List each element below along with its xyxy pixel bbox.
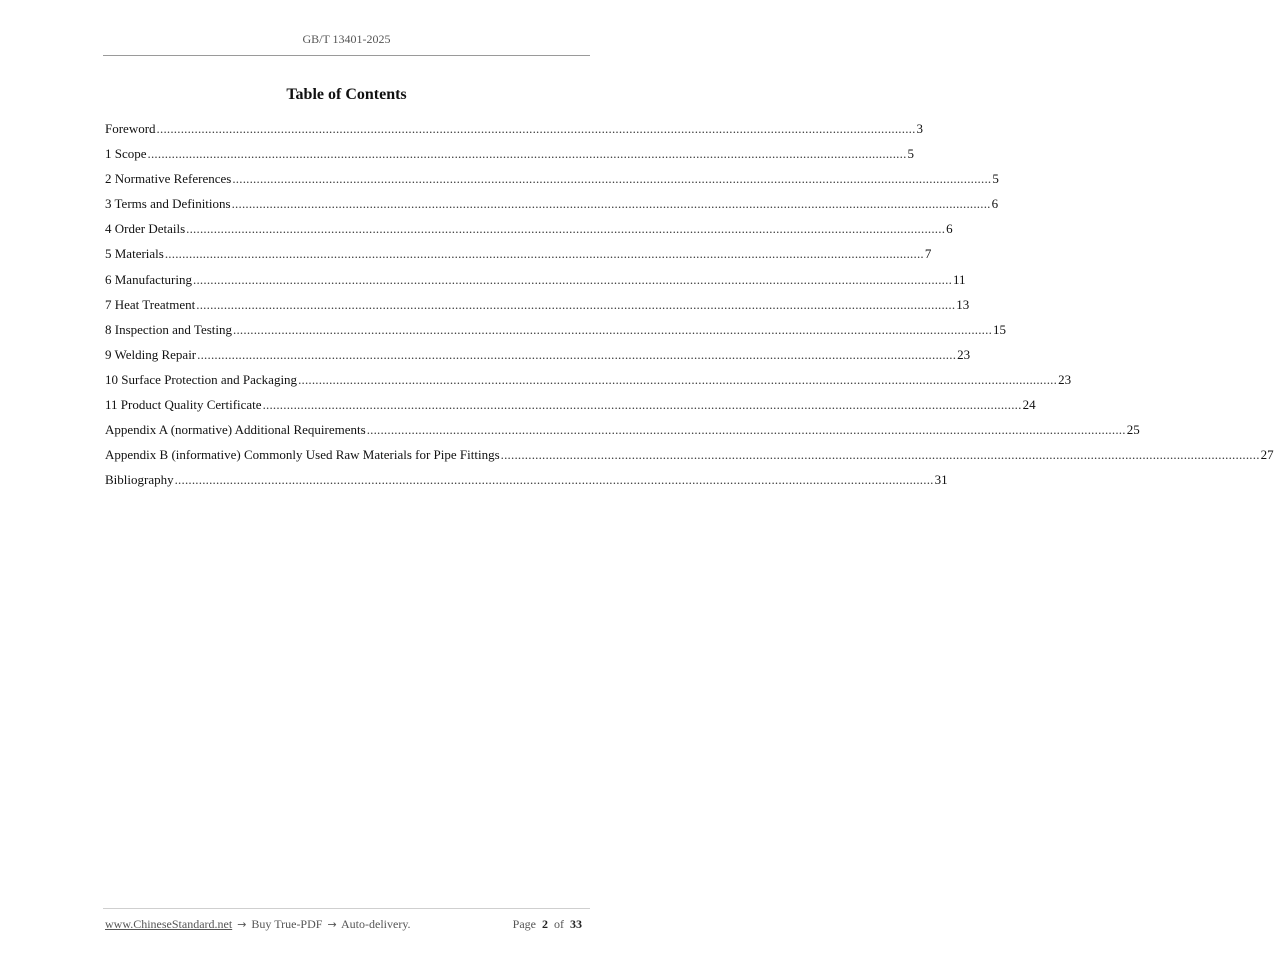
toc-entry-page: 23 [957,346,971,362]
toc-entry[interactable] [105,321,1007,346]
toc-dot-leader: ............................................................................................................................................................................................................................ [233,321,993,337]
toc-entry-label: Appendix A (normative) Additional Requirements [105,422,366,438]
toc-entry[interactable] [105,220,953,245]
toc-entry-page: 23 [1058,371,1072,387]
toc-entry-label: 8 Inspection and Testing [105,321,233,337]
toc-entry-label: 11 Product Quality Certificate [105,397,262,413]
toc-dot-leader: ............................................................................................................................................................................................................................ [193,271,953,287]
page-word: Page [512,917,536,931]
toc-entry-page: 15 [993,321,1007,337]
toc-entry-page: 31 [934,472,948,488]
total-pages-number: 33 [570,917,582,931]
toc-entry-page: 24 [1022,397,1036,413]
toc-entry-page: 27 [1260,447,1274,463]
toc-entry[interactable] [105,120,924,145]
toc-entry-label: Appendix B (informative) Commonly Used Raw Materials for Pipe Fittings [105,447,500,463]
footer-promo [105,917,411,932]
toc-dot-leader: ............................................................................................................................................................................................................................ [298,371,1058,387]
toc-dot-leader: ............................................................................................................................................................................................................................ [197,346,957,362]
toc-entry-label: 7 Heat Treatment [105,296,196,312]
toc-entry-label: Bibliography [105,472,174,488]
toc-entry[interactable] [105,346,971,371]
toc-entry[interactable] [105,271,966,296]
toc-entry-label: 4 Order Details [105,221,186,237]
toc-entry-page: 13 [956,296,970,312]
toc-entry-page: 5 [907,146,915,162]
website-link[interactable]: www.ChineseStandard.net [105,917,233,931]
toc-entry-label: 2 Normative References [105,171,232,187]
toc-dot-leader: ............................................................................................................................................................................................................................ [174,472,934,488]
toc-entry-page: 6 [946,221,953,237]
of-word: of [554,917,564,931]
toc-entry[interactable] [105,245,932,270]
toc-entry-page: 3 [916,121,924,136]
current-page-number: 2 [542,917,548,931]
toc-entry-page: 5 [992,171,999,187]
toc-dot-leader: ............................................................................................................................................................................................................................ [186,221,946,237]
toc-entry-label: 10 Surface Protection and Packaging [105,371,298,387]
toc-dot-leader: ............................................................................................................................................................................................................................ [500,447,1260,463]
toc-entry[interactable] [105,296,970,321]
document-code: GB/T 13401-2025 [302,32,391,46]
toc-list [105,120,1274,496]
header-divider [103,55,590,56]
toc-entry[interactable] [105,145,915,170]
toc-dot-leader: ............................................................................................................................................................................................................................ [156,121,916,136]
toc-entry[interactable] [105,170,999,195]
toc-entry[interactable] [105,421,1140,446]
toc-entry-page: 6 [991,196,999,212]
toc-entry-label: 3 Terms and Definitions [105,196,231,212]
toc-entry-label: 9 Welding Repair [105,346,197,362]
toc-entry-label: 1 Scope [105,146,147,162]
toc-dot-leader: ............................................................................................................................................................................................................................ [366,422,1126,438]
toc-entry[interactable] [105,446,1274,471]
toc-dot-leader: ............................................................................................................................................................................................................................ [147,146,907,162]
toc-entry[interactable] [105,471,948,496]
toc-entry[interactable] [105,396,1036,421]
toc-dot-leader: ............................................................................................................................................................................................................................ [164,246,924,262]
page-indicator [513,917,585,932]
footer-divider [103,908,590,909]
toc-entry[interactable] [105,371,1072,396]
toc-entry-label: 5 Materials [105,246,164,262]
toc-dot-leader: ............................................................................................................................................................................................................................ [232,171,992,187]
arrow-right-icon: → [237,918,247,931]
toc-dot-leader: ............................................................................................................................................................................................................................ [231,196,991,212]
toc-entry-page: 11 [953,271,966,287]
delivery-text: Auto-delivery. [341,917,411,931]
toc-entry-label: 6 Manufacturing [105,271,193,287]
toc-entry-page: 7 [924,246,932,262]
toc-dot-leader: ............................................................................................................................................................................................................................ [196,296,956,312]
arrow-right-icon: → [327,918,337,931]
toc-entry-label: Foreword [105,121,156,136]
toc-entry-page: 25 [1126,422,1140,438]
toc-entry[interactable] [105,195,999,220]
toc-dot-leader: ............................................................................................................................................................................................................................ [262,397,1022,413]
page-title: Table of Contents [286,86,407,103]
buy-pdf-text: Buy True-PDF [251,917,323,931]
